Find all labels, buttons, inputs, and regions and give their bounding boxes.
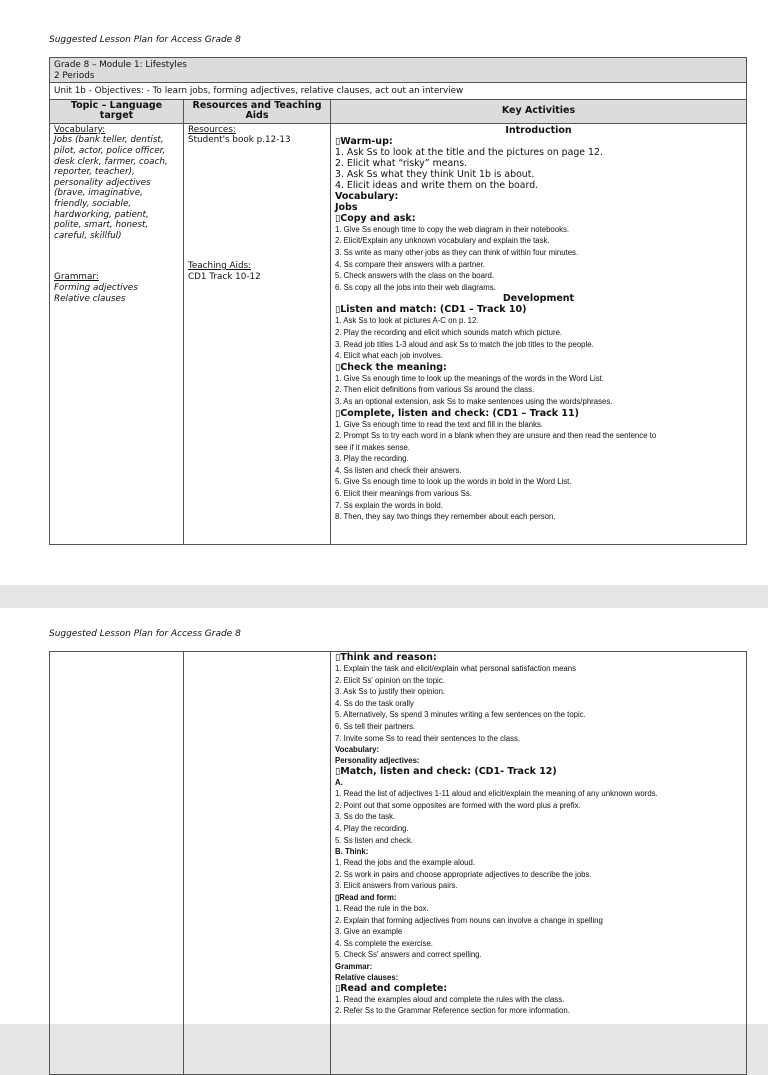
step-item: 4. Play the recording. bbox=[335, 823, 409, 833]
step-item: 5. Give Ss enough time to look up the words in bold in the Word List. bbox=[335, 477, 572, 487]
checkbox-icon: ▯ bbox=[335, 652, 341, 663]
checkbox-icon: ▯ bbox=[335, 407, 341, 419]
complete-listen-list bbox=[335, 419, 742, 523]
copy-ask-list bbox=[335, 224, 742, 294]
resources-text: Student's book p.12-13 bbox=[188, 135, 291, 146]
page-header: Suggested Lesson Plan for Access Grade 8 bbox=[49, 35, 241, 45]
step-item: 2. Elicit what “risky” means. bbox=[335, 157, 468, 169]
jobs-heading: Jobs bbox=[335, 201, 358, 213]
objectives: Unit 1b - Objectives: - To learn jobs, forming adjectives, relative clauses, act out an interview bbox=[54, 86, 464, 97]
step-item: 6. Ss tell their partners. bbox=[335, 721, 416, 731]
warmup-title: ▯Warm-up: bbox=[335, 135, 393, 147]
step-item: 2. Play the recording and elicit which sounds match which picture. bbox=[335, 327, 563, 337]
step-item: 7. Invite some Ss to read their sentences to the class. bbox=[335, 733, 521, 743]
aids-label: Teaching Aids: bbox=[188, 260, 252, 271]
step-item: 4. Ss complete the exercise. bbox=[335, 938, 433, 948]
step-item: 1. Read the list of adjectives 1-11 aloud and elicit/explain the meaning of any unknown words. bbox=[335, 789, 658, 799]
checkbox-icon: ▯ bbox=[335, 212, 341, 224]
complete-listen-title: ▯Complete, listen and check: (CD1 – Track 11) bbox=[335, 407, 579, 419]
step-item: 6. Ss copy all the jobs into their web diagrams. bbox=[335, 282, 496, 292]
step-item: 1. Give Ss enough time to look up the meanings of the words in the Word List. bbox=[335, 373, 604, 383]
step-item: 6. Elicit their meanings from various Ss. bbox=[335, 489, 472, 499]
step-item: 2. Ss work in pairs and choose appropriate adjectives to describe the jobs. bbox=[335, 869, 592, 879]
step-item: 3. Give an example bbox=[335, 927, 403, 937]
step-item: 1. Give Ss enough time to copy the web diagram in their notebooks. bbox=[335, 224, 570, 234]
checkbox-icon: ▯ bbox=[335, 892, 340, 902]
listen-match-title: ▯Listen and match: (CD1 – Track 10) bbox=[335, 304, 527, 316]
step-item: 7. Ss explain the words in bold. bbox=[335, 500, 443, 510]
step-item: 1. Give Ss enough time to read the text and fill in the blanks. bbox=[335, 419, 544, 429]
step-item: 4. Ss compare their answers with a partner. bbox=[335, 259, 485, 269]
part-b-label: B. Think: bbox=[335, 847, 369, 857]
read-form-title: ▯Read and form: bbox=[335, 892, 397, 902]
grammar-item: Relative clauses bbox=[54, 293, 126, 304]
match-listen-title: ▯Match, listen and check: (CD1- Track 12) bbox=[335, 766, 557, 778]
step-item: 3. Ss write as many other jobs as they can think of within four minutes. bbox=[335, 247, 579, 257]
read-complete-list bbox=[335, 994, 742, 1017]
activities-cell bbox=[331, 652, 747, 1075]
step-item: 3. Read job titles 1-3 aloud and ask Ss to match the job titles to the people. bbox=[335, 339, 594, 349]
step-item: 5. Check answers with the class on the board. bbox=[335, 271, 495, 281]
check-meaning-title: ▯Check the meaning: bbox=[335, 361, 447, 373]
step-item: 2. Explain that forming adjectives from nouns can involve a change in spelling bbox=[335, 915, 603, 925]
check-meaning-list bbox=[335, 373, 742, 408]
page-header: Suggested Lesson Plan for Access Grade 8 bbox=[49, 629, 241, 639]
step-item: 1. Explain the task and elicit/explain what personal satisfaction means bbox=[335, 664, 576, 673]
grammar-item: Forming adjectives bbox=[54, 282, 138, 293]
warmup-list bbox=[335, 147, 742, 191]
vocabulary-heading: Vocabulary: bbox=[335, 190, 399, 202]
step-item: 4. Ss do the task orally bbox=[335, 698, 414, 708]
resources-cell bbox=[184, 123, 331, 544]
step-item: 2. Point out that some opposites are formed with the word plus a prefix. bbox=[335, 800, 581, 810]
resources-cell-empty bbox=[184, 652, 331, 1075]
grammar-heading: Grammar: bbox=[335, 961, 373, 971]
vocab-text: Jobs (bank teller, dentist, pilot, actor, police officer, desk clerk, farmer, coach, reporter, teacher), personality adjectives (brave, imaginative, friendly, sociable, hardworking, patient, polite, smart, honest, careful, skillful) bbox=[54, 135, 168, 241]
step-item: 2. Refer Ss to the Grammar Reference section for more information. bbox=[335, 1006, 570, 1016]
page-2 bbox=[0, 608, 768, 1024]
activities-cell bbox=[331, 123, 747, 544]
step-item: 5. Check Ss' answers and correct spelling. bbox=[335, 950, 482, 960]
checkbox-icon: ▯ bbox=[335, 361, 341, 373]
step-item: 1. Ask Ss to look at the title and the pictures on page 12. bbox=[335, 146, 603, 158]
part-a-list bbox=[335, 788, 742, 846]
resources-label: Resources: bbox=[188, 124, 236, 135]
col-topic-header: Topic – Language target bbox=[70, 99, 163, 122]
col-activities-header: Key Activities bbox=[501, 105, 576, 117]
read-form-list bbox=[335, 903, 742, 961]
introduction-heading: Introduction bbox=[505, 124, 572, 136]
step-item: 2. Elicit Ss' opinion on the topic. bbox=[335, 675, 445, 685]
relative-clauses-heading: Relative clauses: bbox=[335, 972, 399, 982]
step-item: 5. Ss listen and check. bbox=[335, 835, 414, 845]
grade-line: Grade 8 – Module 1: Lifestyles bbox=[54, 60, 187, 70]
step-item: 3. Elicit answers from various pairs. bbox=[335, 881, 458, 891]
topic-cell-empty bbox=[50, 652, 184, 1075]
part-a-label: A. bbox=[335, 778, 343, 788]
think-reason-title: ▯Think and reason: bbox=[335, 652, 437, 663]
vocabulary-heading: Vocabulary: bbox=[335, 745, 380, 755]
step-item: 8. Then, they say two things they remember about each person. bbox=[335, 512, 556, 522]
periods: 2 Periods bbox=[54, 70, 95, 81]
col-resources-header: Resources and Teaching Aids bbox=[192, 99, 322, 122]
listen-match-list bbox=[335, 315, 742, 361]
step-item: see if it makes sense. bbox=[335, 442, 410, 452]
step-item: 1. Ask Ss to look at pictures A-C on p. 12. bbox=[335, 316, 479, 326]
read-complete-title: ▯Read and complete: bbox=[335, 982, 448, 994]
lesson-plan-table bbox=[49, 57, 747, 545]
step-item: 5. Alternatively, Ss spend 3 minutes writing a few sentences on the topic. bbox=[335, 710, 586, 720]
checkbox-icon: ▯ bbox=[335, 135, 341, 147]
step-item: 4. Elicit what each job involves. bbox=[335, 351, 443, 361]
step-item: 2. Then elicit definitions from various Ss around the class. bbox=[335, 385, 535, 395]
step-item: 3. Ask Ss to justify their opinion. bbox=[335, 687, 446, 697]
step-item: 2. Elicit/Explain any unknown vocabulary and explain the task. bbox=[335, 236, 550, 246]
step-item: 2. Prompt Ss to try each word in a blank when they are unsure and then read the sentence to bbox=[335, 431, 657, 441]
grammar-label: Grammar: bbox=[54, 272, 99, 283]
step-item: 3. Ss do the task. bbox=[335, 812, 396, 822]
copy-ask-title: ▯Copy and ask: bbox=[335, 212, 416, 224]
aids-text: CD1 Track 10-12 bbox=[188, 271, 261, 282]
vocab-label: Vocabulary: bbox=[54, 124, 106, 135]
part-b-list bbox=[335, 857, 742, 892]
step-item: 3. As an optional extension, ask Ss to make sentences using the words/phrases. bbox=[335, 396, 613, 406]
step-item: 3. Play the recording. bbox=[335, 454, 409, 464]
think-reason-list bbox=[335, 663, 742, 744]
step-item: 1. Read the jobs and the example aloud. bbox=[335, 858, 476, 868]
step-item: 1. Read the examples aloud and complete the rules with the class. bbox=[335, 994, 565, 1004]
step-item: 4. Ss listen and check their answers. bbox=[335, 465, 462, 475]
development-heading: Development bbox=[502, 293, 575, 305]
lesson-plan-table-continued bbox=[49, 651, 747, 1075]
checkbox-icon: ▯ bbox=[335, 982, 341, 994]
step-item: 3. Ask Ss what they think Unit 1b is about. bbox=[335, 168, 535, 180]
topic-cell bbox=[50, 123, 184, 544]
checkbox-icon: ▯ bbox=[335, 766, 341, 778]
step-item: 1. Read the rule in the box. bbox=[335, 903, 429, 913]
checkbox-icon: ▯ bbox=[335, 304, 341, 316]
personality-adjectives-heading: Personality adjectives: bbox=[335, 756, 420, 766]
step-item: 4. Elicit ideas and write them on the board. bbox=[335, 179, 539, 191]
